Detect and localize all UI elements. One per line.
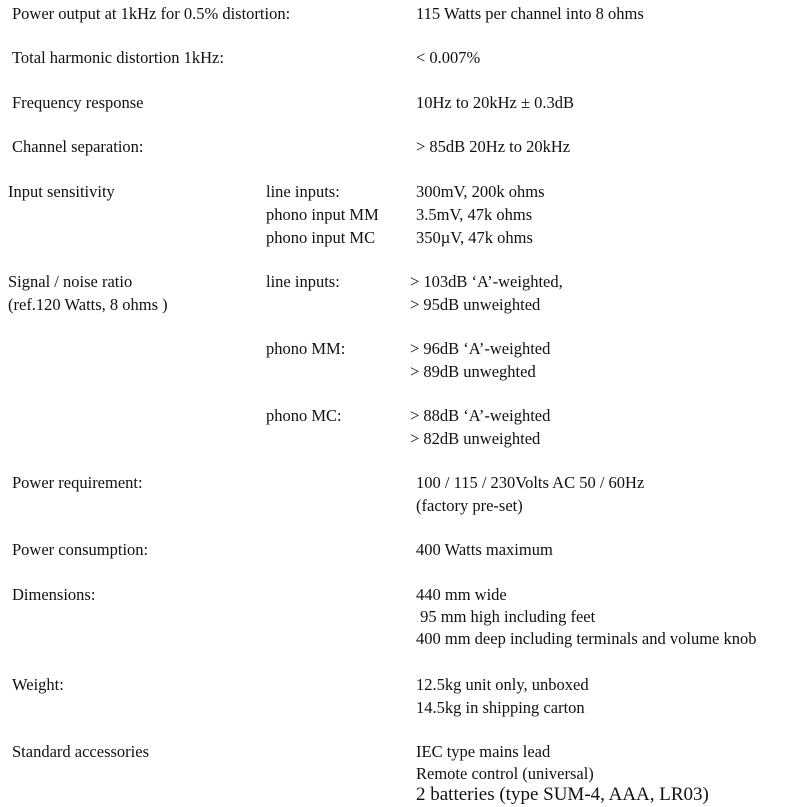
spec-label-input-sensitivity: Input sensitivity	[8, 182, 115, 201]
weight-unit: 12.5kg unit only, unboxed	[416, 675, 589, 694]
spec-label-weight: Weight:	[12, 675, 64, 694]
input-sensitivity-sub-mc: phono input MC	[266, 228, 376, 247]
spec-label-dimensions: Dimensions:	[12, 585, 96, 604]
spec-label-power-consumption: Power consumption:	[12, 540, 149, 559]
dimensions-height: 95 mm high including feet	[416, 607, 596, 626]
snr-line-unweighted: > 95dB unweighted	[410, 295, 541, 314]
input-sensitivity-value-mc: 350µV, 47k ohms	[416, 228, 533, 247]
spec-label-snr: Signal / noise ratio	[8, 272, 133, 291]
snr-sub-line: line inputs:	[266, 272, 340, 291]
spec-label-power-output: Power output at 1kHz for 0.5% distortion:	[12, 4, 291, 23]
input-sensitivity-value-line: 300mV, 200k ohms	[416, 182, 545, 201]
spec-label-power-requirement: Power requirement:	[12, 473, 143, 492]
spec-label-accessories: Standard accessories	[12, 742, 149, 761]
spec-label-thd: Total harmonic distortion 1kHz:	[12, 48, 224, 67]
spec-label-snr-ref: (ref.120 Watts, 8 ohms )	[8, 295, 168, 314]
input-sensitivity-value-mm: 3.5mV, 47k ohms	[416, 205, 533, 224]
snr-mc-weighted: > 88dB ‘A’-weighted	[410, 406, 551, 425]
spec-value-thd: < 0.007%	[416, 48, 481, 67]
accessory-mains-lead: IEC type mains lead	[416, 742, 551, 761]
spec-value-power-consumption: 400 Watts maximum	[416, 540, 553, 559]
snr-line-weighted: > 103dB ‘A’-weighted,	[410, 272, 563, 291]
input-sensitivity-sub-mm: phono input MM	[266, 205, 379, 224]
input-sensitivity-sub-line: line inputs:	[266, 182, 340, 201]
dimensions-depth: 400 mm deep including terminals and volume knob	[416, 629, 757, 648]
dimensions-width: 440 mm wide	[416, 585, 507, 604]
snr-mm-unweighted: > 89dB unweghted	[410, 362, 536, 381]
spec-value-frequency-response: 10Hz to 20kHz ± 0.3dB	[416, 93, 574, 112]
snr-mc-unweighted: > 82dB unweighted	[410, 429, 541, 448]
snr-sub-mm: phono MM:	[266, 339, 346, 358]
snr-mm-weighted: > 96dB ‘A’-weighted	[410, 339, 551, 358]
power-requirement-line-2: (factory pre-set)	[416, 496, 523, 515]
weight-shipping: 14.5kg in shipping carton	[416, 698, 585, 717]
accessory-batteries: 2 batteries (type SUM-4, AAA, LR03)	[416, 784, 709, 805]
snr-sub-mc: phono MC:	[266, 406, 342, 425]
spec-label-channel-separation: Channel separation:	[12, 137, 144, 156]
spec-label-frequency-response: Frequency response	[12, 93, 144, 112]
spec-value-channel-separation: > 85dB 20Hz to 20kHz	[416, 137, 571, 156]
spec-value-power-output: 115 Watts per channel into 8 ohms	[416, 4, 644, 23]
power-requirement-line-1: 100 / 115 / 230Volts AC 50 / 60Hz	[416, 473, 645, 492]
accessory-remote-control: Remote control (universal)	[416, 764, 594, 783]
